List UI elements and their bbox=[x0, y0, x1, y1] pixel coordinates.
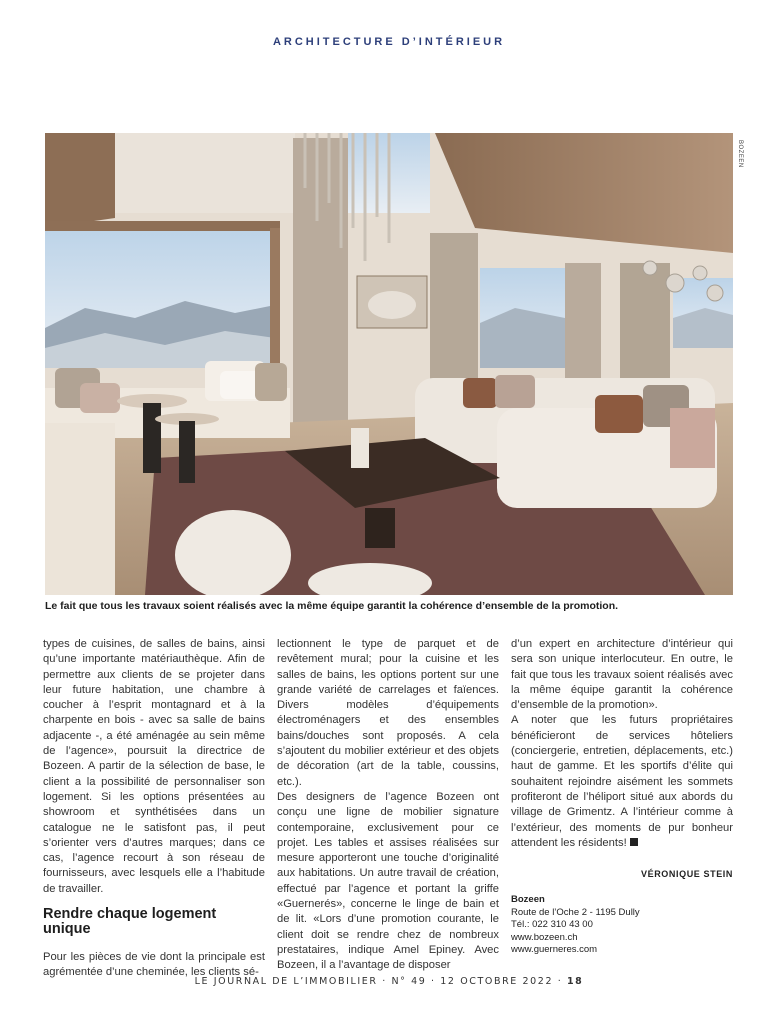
footer-publication: LE JOURNAL DE L’IMMOBILIER · N° 49 · 12 OCTOBRE 2022 · bbox=[194, 976, 563, 987]
interior-photo bbox=[45, 133, 733, 595]
article-paragraph: Des designers de l’agence Bozeen ont conçu une ligne de mobilier signature contemporaine, exclusivement pour ce projet. Les tables et assises réalisées sur mesure apporteront une touche d’originalité aux habitations. Un autre travail de création, effectué par l’agence et portant la griffe «Guernerés», concerne le linge de bain et de lit. «Lors d’une promotion courante, le client doit se rendre chez de nombreux prestataires, indique Amel Epiney. Avec Bozeen, il a l’avantage de disposer bbox=[277, 790, 499, 972]
contact-name: Bozeen bbox=[511, 894, 545, 906]
photo-caption: Le fait que tous les travaux soient réalisés avec la même équipe garantit la cohérence d’ensemble de la promotion. bbox=[45, 600, 619, 612]
article-paragraph: lectionnent le type de parquet et de revêtement mural; pour la cuisine et les salles de bains, les options portent sur une grande variété de carrelages et faïences. Divers modèles d’équipements électroménagers et des ensembles bains/douches sont proposés. A cela s’ajoutent du mobilier extérieur et des objets de décoration (art de la table, coussins, etc.). bbox=[277, 638, 499, 788]
article-column-2 bbox=[277, 637, 499, 974]
article-paragraph: types de cuisines, de salles de bains, ainsi qu’une importante matériauthèque. Afin de permettre aux clients de se projeter dans leur future habitation, une chambre à coucher à l’esprit montagnard et à la charpente en bois - avec sa salle de bains adjacente -, a été aménagée au sein même de l’agence», poursuit la directrice de Bozeen. A partir de la sélection de base, le client a la possibilité de personnaliser son logement. Si les options présentées au showroom et synthétisées dans un catalogue ne le satisfont pas, il peut s’orienter vers d’autres marques; dans ce cas, l’agence recourt à son réseau de fournisseurs, avec lesquels elle a l’habitude de travailler. bbox=[43, 638, 265, 895]
photo-credit: BOZEEN bbox=[737, 140, 743, 168]
page-footer bbox=[0, 976, 778, 987]
article-paragraph: d’un expert en architecture d’intérieur qui sera son unique interlocuteur. En outre, le fait que tous les travaux soient réalisés avec la même équipe garantit la cohérence d’ensemble de la promotion». bbox=[511, 638, 733, 712]
author-byline: VÉRONIQUE STEIN bbox=[640, 869, 733, 880]
article-column-1 bbox=[43, 637, 265, 980]
contact-address: Route de l’Oche 2 - 1195 Dully bbox=[511, 906, 640, 918]
article-paragraph-final bbox=[511, 713, 733, 851]
contact-box bbox=[511, 894, 733, 957]
contact-phone: Tél.: 022 310 43 00 bbox=[511, 919, 593, 931]
article-paragraph: Pour les pièces de vie dont la principale est agrémentée d’une cheminée, les clients sé- bbox=[43, 950, 265, 978]
article-paragraph-text: A noter que les futurs propriétaires bénéficieront de services hôteliers (conciergerie, entretien, déplacements, etc.) haut de gamme. Et les sportifs d’élite qui souhaitent rejoindre aisément les sommets profiteront de l’héliport situé aux abords du village de Grimentz. A l’intérieur comme à l’extérieur, des moments de pur bonheur attendent les résidents! bbox=[511, 714, 733, 849]
section-header: ARCHITECTURE D’INTÉRIEUR bbox=[272, 36, 506, 48]
article-column-3 bbox=[511, 637, 733, 957]
contact-website-1[interactable]: www.bozeen.ch bbox=[511, 931, 578, 943]
contact-website-2[interactable]: www.guerneres.com bbox=[511, 944, 598, 956]
end-mark-icon bbox=[630, 838, 638, 846]
article-subheading: Rendre chaque logement unique bbox=[43, 906, 217, 938]
page-number: 18 bbox=[566, 976, 584, 987]
